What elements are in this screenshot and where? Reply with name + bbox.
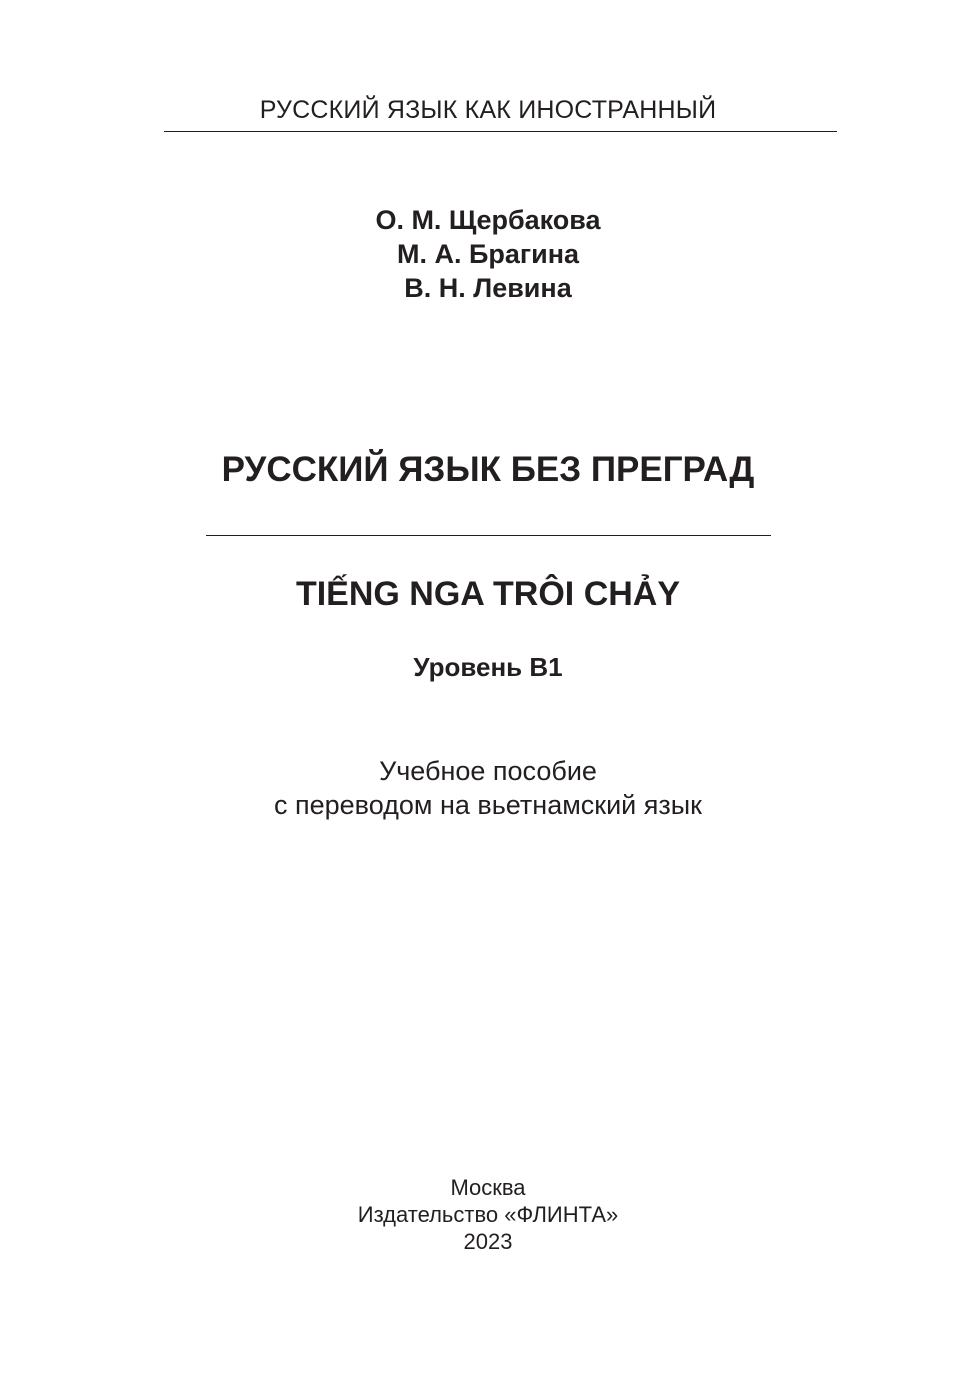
subtitle-line: Учебное пособие [379, 756, 597, 786]
series-divider [164, 131, 837, 132]
authors-block [0, 203, 976, 305]
book-title-russian: РУССКИЙ ЯЗЫК БЕЗ ПРЕГРАД [221, 450, 755, 489]
subtitle-block [0, 754, 976, 822]
title-divider [206, 535, 771, 536]
subtitle-line: с переводом на вьетнамский язык [274, 790, 702, 820]
author-name: В. Н. Левина [404, 273, 572, 303]
imprint-block [0, 1174, 976, 1255]
level-label: Уровень В1 [413, 652, 563, 682]
book-title-vietnamese: TIẾNG NGA TRÔI CHẢY [295, 575, 681, 613]
author-name: О. М. Щербакова [375, 205, 601, 235]
author-name: М. А. Брагина [396, 239, 580, 269]
imprint-year: 2023 [463, 1229, 513, 1254]
imprint-city: Москва [450, 1175, 526, 1200]
imprint-publisher: Издательство «ФЛИНТА» [357, 1202, 619, 1227]
series-title: РУССКИЙ ЯЗЫК КАК ИНОСТРАННЫЙ [259, 96, 717, 124]
